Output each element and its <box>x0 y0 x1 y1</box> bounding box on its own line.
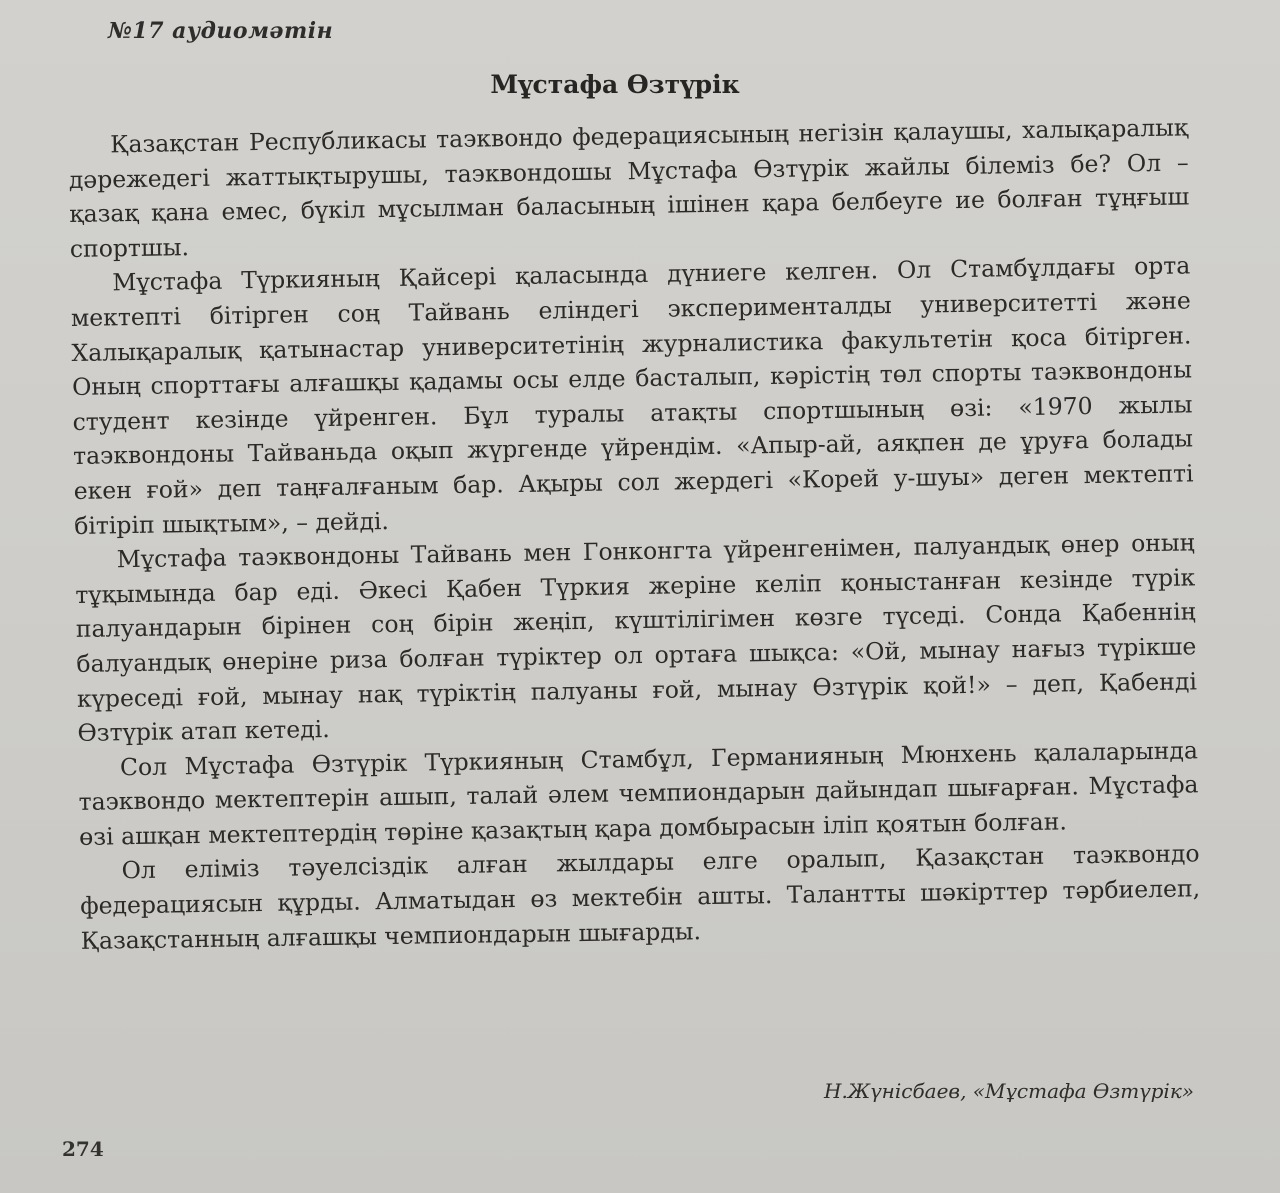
paragraph: Қазақстан Республикасы таэквондо федерациясының негізін қалаушы, халықаралық дәрежедегі жаттықтырушы, таэквондошы Мұстафа Өзтүрік жайлы білеміз бе? Ол – қазақ қана емес, бүкіл мұсылман баласының ішінен қара белбеуге ие болған тұңғыш спортшы. <box>68 113 1190 263</box>
body-text <box>68 110 1201 958</box>
paragraph: Мұстафа таэквондоны Тайвань мен Гонконгта үйренгенімен, палуандық өнер оның тұқымында бар еді. Әкесі Қабен Түркия жеріне келіп қоныстанған кезінде түрік палуандарын бірінен соң бірін жеңіп, күштілігімен көзге түседі. Сонда Қабеннің балуандық өнеріне риза болған түріктер ол ортаға шықса: «Ой, мынау нағыз түрікше күреседі ғой, мынау нақ түріктің палуаны ғой, мынау Өзтүрік қой!» – деп, Қабенді Өзтүрік атап кетеді. <box>75 528 1198 748</box>
page-title: Мұстафа Өзтүрік <box>490 70 740 99</box>
author-credit: Н.Жүнісбаев, «Мұстафа Өзтүрік» <box>824 1079 1194 1103</box>
paragraph: Сол Мұстафа Өзтүрік Түркияның Стамбұл, Германияның Мюнхень қалаларында таэквондо мектептерін ашып, талай әлем чемпиондарын дайындап шығарған. Мұстафа өзі ашқан мектептердің төріне қазақтың қара домбырасын іліп қоятын болған. <box>78 736 1199 851</box>
paragraph: Мұстафа Түркияның Қайсері қаласында дүниеге келген. Ол Стамбұлдағы орта мектепті бітірген соң Тайвань еліндегі эксперименталды университетті және Халықаралық қатынастар университетінің журналистика факультетін қоса бітірген. Оның спорттағы алғашқы қадамы осы елде басталып, кәрістің төл спорты таэквондоны студент кезінде үйренген. Бұл туралы атақты спортшының өзі: «1970 жылы таэквондоны Тайваньда оқып жүргенде үйрендім. «Апыр-ай, аяқпен де ұруға болады екен ғой» деп таңғалғаным бар. Ақыры сол жердегі «Корей у-шуы» деген мектепті бітіріп шықтым», – дейді. <box>70 251 1194 540</box>
audio-text-label: №17 аудиомәтін <box>108 18 334 44</box>
page-number: 274 <box>62 1137 104 1161</box>
paragraph: Ол еліміз тәуелсіздік алған жылдары елге оралып, Қазақстан таэквондо федерациясын құрды. Алматыдан өз мектебін ашты. Талантты шәкірттер тәрбиелеп, Қазақстанның алғашқы чемпиондарын шығарды. <box>80 839 1201 955</box>
